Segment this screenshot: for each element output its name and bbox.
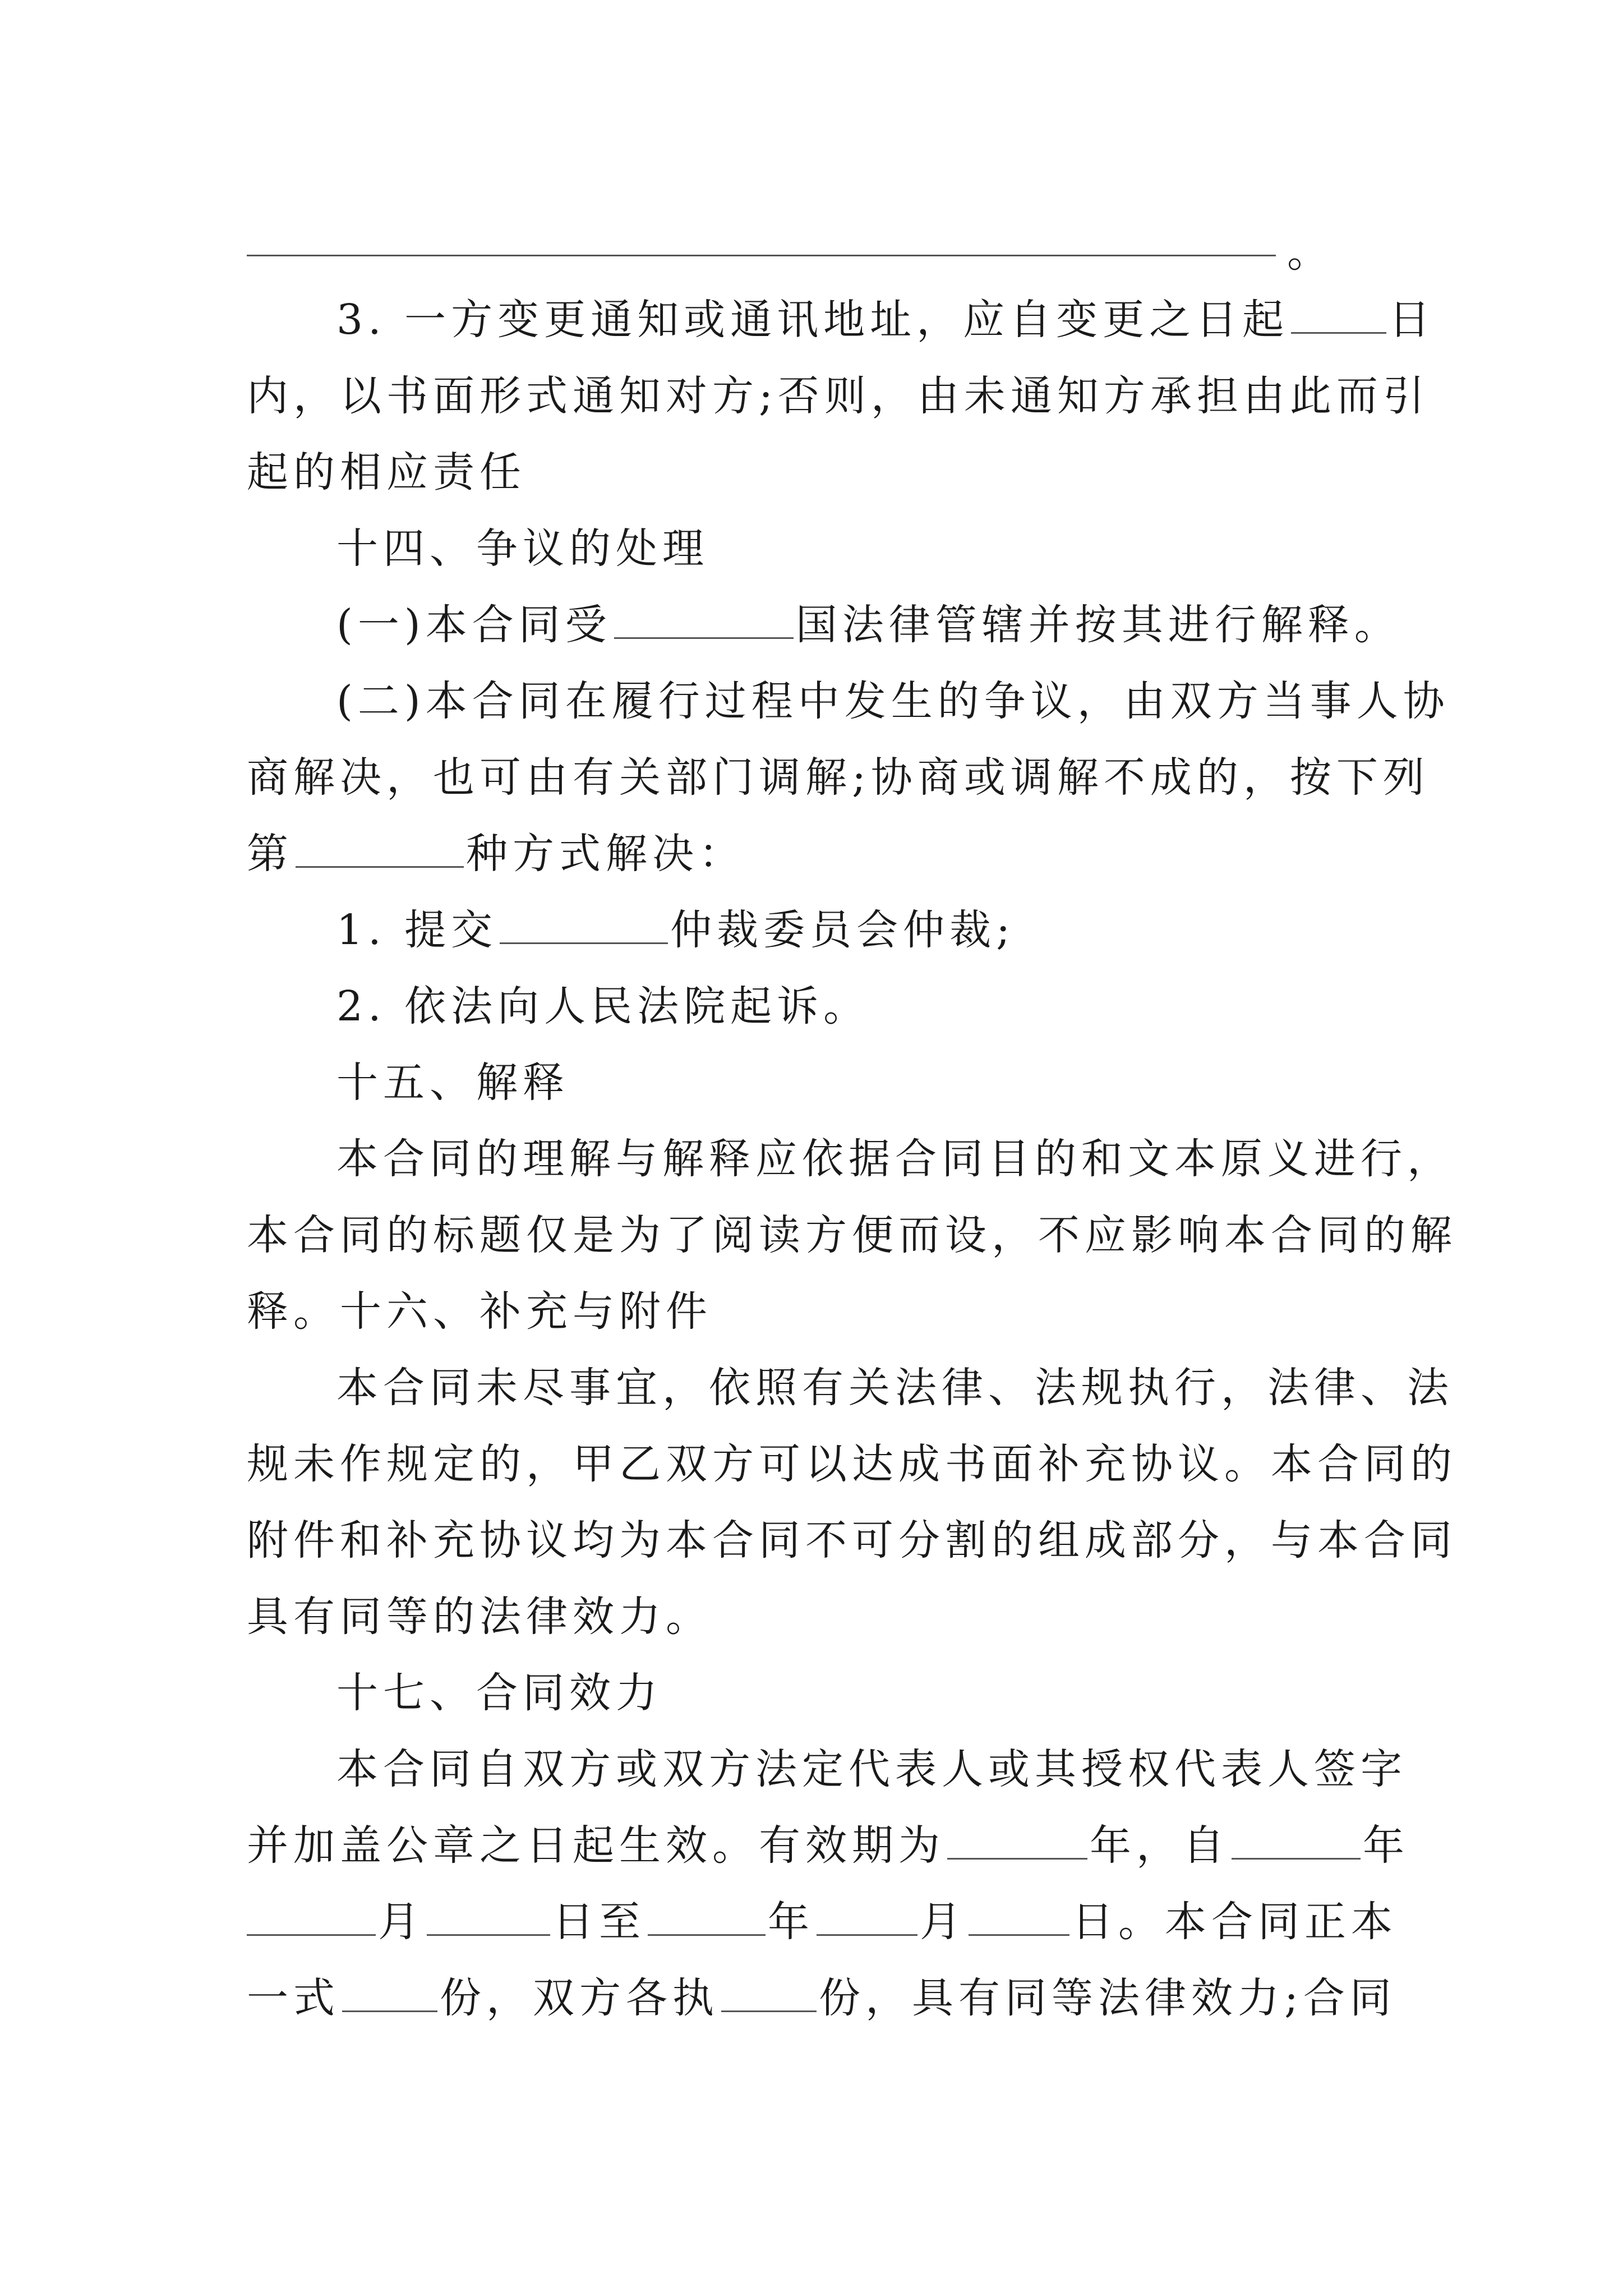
blank-term-years [947,1819,1087,1860]
clause-15-line-2: 本合同的标题仅是为了阅读方便而设，不应影响本合同的解 [247,1211,1457,1259]
clause-17-line-4: 一式 份，双方各执 份，具有同等法律效力;合同 [247,1970,1391,2026]
heading-15: 十五、解释 [336,1059,569,1107]
dispute-2-line-1: (二)本合同在履行过程中发生的争议，由双方当事人协 [336,677,1450,725]
blank-copies-total [342,1971,437,2012]
heading-14: 十四、争议的处理 [336,524,709,573]
blank-copies-each [721,1971,817,2012]
dispute-2-line-2: 商解决，也可由有关部门调解;协商或调解不成的，按下列 [247,753,1430,802]
option-1-line: 1. 提交 仲裁委员会仲裁; [336,902,1481,958]
clause-16-line-1: 本合同未尽事宜，依照有关法律、法规执行，法律、法 [336,1364,1454,1412]
option-2-line: 2. 依法向人民法院起诉。 [336,982,870,1030]
heading-17: 十七、合同效力 [336,1669,662,1717]
clause-3-line-2: 内，以书面形式通知对方;否则，由未通知方承担由此而引 [247,372,1430,420]
blank-end-day [969,1895,1069,1936]
blank-arbitration [500,903,668,944]
blank-end-month [817,1895,917,1936]
clause-15-line-3: 释。十六、补充与附件 [247,1287,712,1336]
dispute-1-line: (一)本合同受 国法律管辖并按其进行解释。 [336,597,1481,653]
clause-15-line-1: 本合同的理解与解释应依据合同目的和文本原义进行， [336,1135,1454,1183]
top-period: 。 [1287,228,1329,277]
dispute-2-line-3: 第 种方式解决： [247,826,1391,882]
clause-17-line-2: 并加盖公章之日起生效。有效期为 年，自 年 [247,1818,1391,1874]
blank-days [1291,293,1386,334]
blank-end-year [648,1895,766,1936]
clause-17-line-1: 本合同自双方或双方法定代表人或其授权代表人签字 [336,1745,1407,1793]
blank-start-year [1232,1819,1361,1860]
clause-16-line-2: 规未作规定的，甲乙双方可以达成书面补充协议。本合同的 [247,1440,1457,1488]
blank-country [614,598,794,639]
blank-start-day [427,1895,550,1936]
blank-method [296,827,464,868]
top-fill-blank [247,255,1276,256]
clause-17-line-3: 月 日至 年 月 日。本合同正本 [247,1894,1391,1950]
clause-3-line-1: 3. 一方变更通知或通讯地址，应自变更之日起 日 [336,292,1481,348]
blank-start-month [247,1895,376,1936]
clause-16-line-4: 具有同等的法律效力。 [247,1593,712,1641]
clause-3-line-3: 起的相应责任 [247,448,526,496]
clause-16-line-3: 附件和补充协议均为本合同不可分割的组成部分，与本合同 [247,1516,1457,1565]
